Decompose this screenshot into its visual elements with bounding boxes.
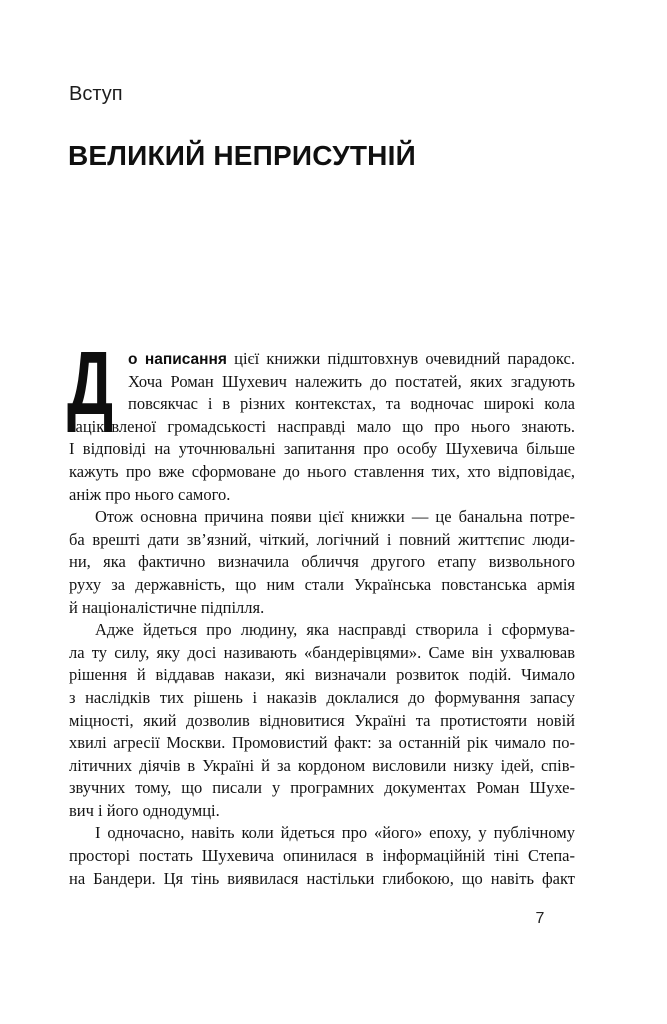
text-line: літичних діячів в Україні й за кордоном висловили низку ідей, спів- [69,755,575,775]
chapter-title: ВЕЛИКИЙ НЕПРИСУТНІЙ [68,140,416,171]
text-line: звучних тому, що писали у програмних документах Роман Шухе- [69,778,575,798]
body-text-block [67,334,575,890]
text-line: Отож основна причина появи цієї книжки — це банальна потре- [95,507,575,527]
text-line: зацікавленої громадськості насправді мало що про нього знають. [69,416,575,436]
text-line: міцності, який дозволив відновитися Україні та протистояти новій [69,710,575,730]
text-line: вич і його однодумці. [69,800,220,820]
text-line: І відповіді на уточнювальні запитання про особу Шухевича більше [69,439,575,459]
text-line: ла ту силу, яку досі називають «бандерівцями». Саме він ухвалював [69,642,575,662]
text-line: аніж про нього самого. [69,484,231,504]
text-line: просторі постать Шухевича опинилася в інформаційній тіні Степа- [69,846,575,866]
section-kicker: Вступ [69,83,123,105]
drop-cap: Д [67,334,114,434]
text-line: руху за державність, що ним стали Українська повстанська армія [69,574,575,594]
text-line: о написання цієї книжки підштовхнув очевидний парадокс. [128,349,575,368]
text-line: з наслідків тих рішень і наказів доклалися до формування запасу [69,687,575,707]
text-line: повсякчас і в різних контекстах, та водночас широкі кола [128,394,575,414]
text-line: ба врешті дати зв’язний, чіткий, логічний і повний життєпис люди- [69,529,575,549]
text-line: рішення й віддавав накази, які визначали розвиток подій. Чимало [69,665,575,685]
page-number: 7 [535,910,545,927]
text-line: кажуть про вже сформоване до нього ставлення тих, хто відповідає, [69,461,575,481]
text-line: й націоналістичне підпілля. [69,597,265,617]
body-text-lines [69,348,575,890]
text-line: Адже йдеться про людину, яка насправді створила і сформува- [95,620,575,640]
text-line: І одночасно, навіть коли йдеться про «його» епоху, у публічному [95,823,575,843]
text-line: Хоча Роман Шухевич належить до постатей, яких згадують [128,371,575,391]
text-line: ни, яка фактично визначила обличчя другого етапу визвольного [69,552,575,572]
text-line: на Бандери. Ця тінь виявилася настільки глибокою, що навіть факт [69,868,575,888]
text-line: хвилі агресії Москви. Промовистий факт: за останній рік чимало по- [69,733,575,753]
lead-bold-text: о написання [128,351,227,368]
